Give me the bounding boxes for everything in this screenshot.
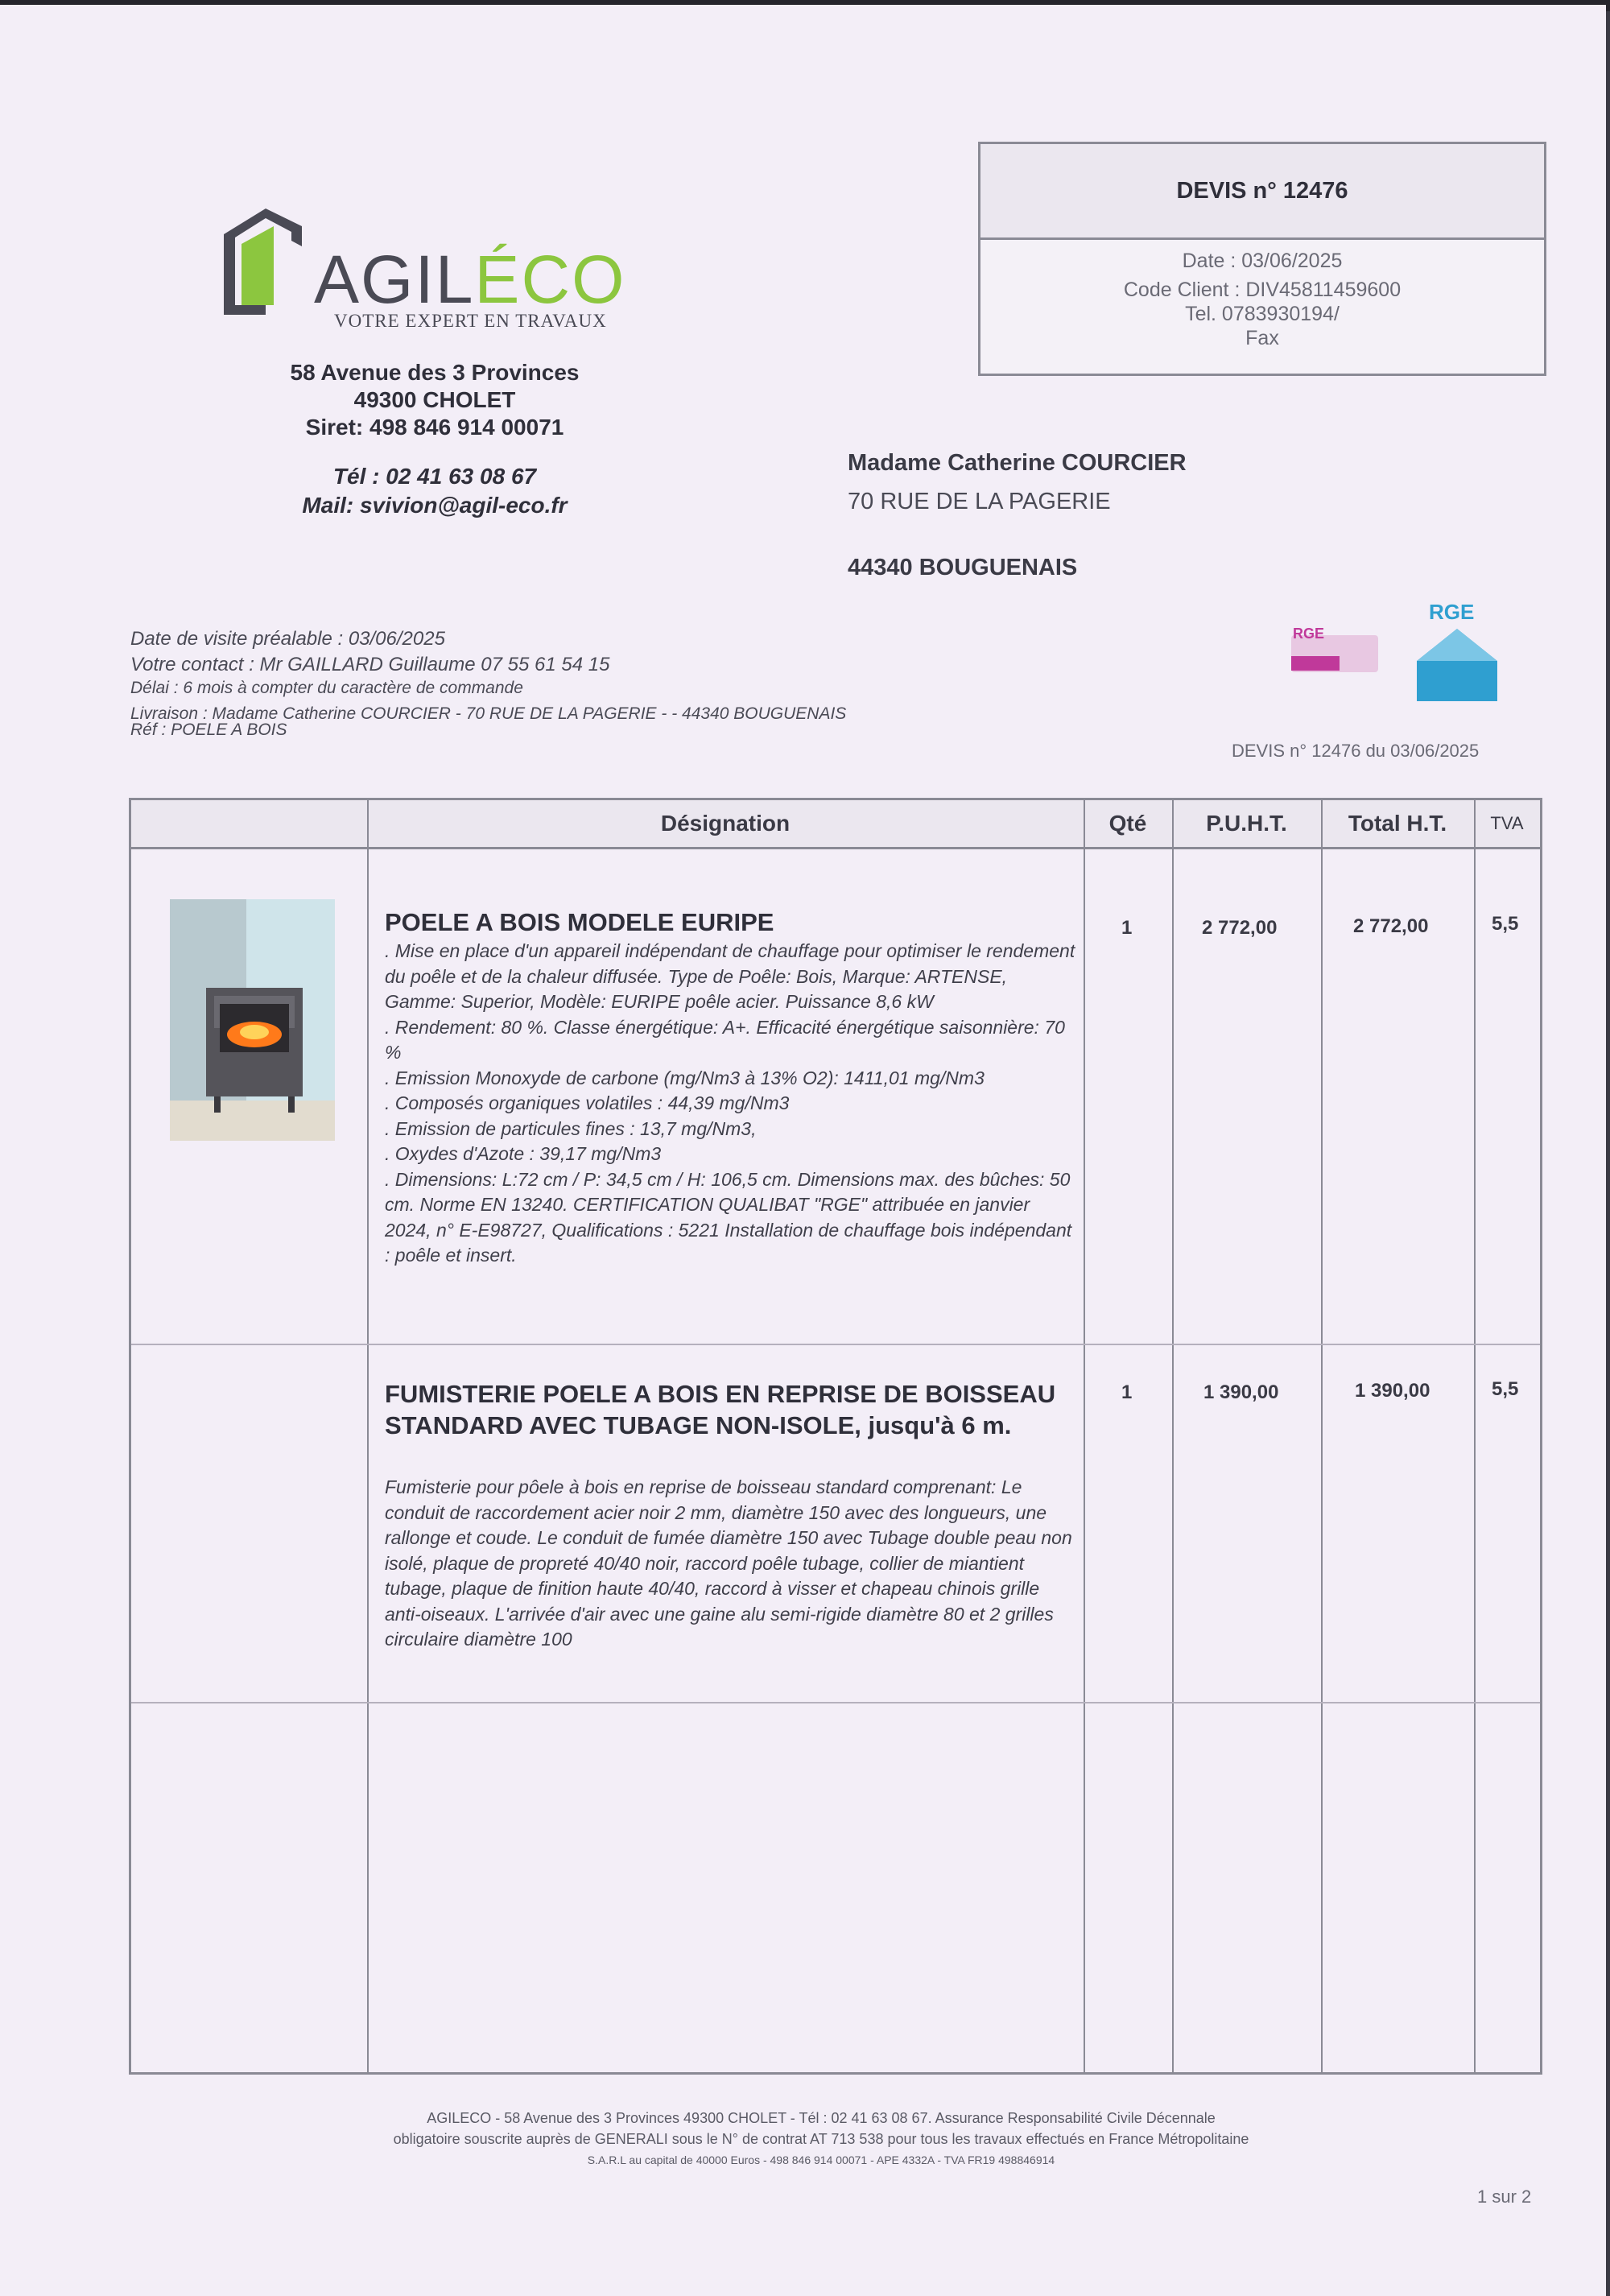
quote-info-box <box>978 142 1546 376</box>
client-street: 70 RUE DE LA PAGERIE <box>848 489 1111 514</box>
client-code: Code Client : DIV45811459600 <box>1123 279 1402 301</box>
item-2-total: 1 390,00 <box>1355 1380 1430 1402</box>
logo-tagline: VOTRE EXPERT EN TRAVAUX <box>334 311 607 331</box>
svg-text:RGE: RGE <box>1429 600 1475 624</box>
col-divider <box>1321 800 1323 2072</box>
header-total: Total H.T. <box>1348 811 1447 836</box>
client-address <box>848 444 1187 580</box>
visit-date: Date de visite préalable : 03/06/2025 <box>130 628 445 650</box>
item-1-total: 2 772,00 <box>1353 915 1429 937</box>
visit-info <box>130 626 846 741</box>
item-2-qty: 1 <box>1121 1381 1133 1403</box>
item-1-unit-price: 2 772,00 <box>1202 917 1278 939</box>
item-1-title: POELE A BOIS MODELE EURIPE <box>385 908 774 936</box>
company-logo <box>217 202 668 339</box>
legal-footer: AGILECO - 58 Avenue des 3 Provinces 49300 CHOLET - Tél : 02 41 63 08 67. Assurance Responsabilité Civile Décennale obligatoire souscrite auprès de GENERALI sous le N° de contrat AT 713 538 pour tous les travaux effectués en France Métropolitaine S.A.R.L au capital de 40000 Euros - 498 846 914 00071 - APE 4332A - TVA FR19 498846914 <box>393 2110 1249 2166</box>
house-logo-icon <box>217 202 314 323</box>
rge-badge-pink-icon <box>1288 621 1381 675</box>
quote-table <box>129 798 1542 2075</box>
item-1-tva: 5,5 <box>1492 913 1519 935</box>
client-city: 44340 BOUGUENAIS <box>848 555 1078 580</box>
page-number: 1 sur 2 <box>1477 2187 1532 2207</box>
logo-wordmark: AGILÉCO <box>314 242 626 317</box>
col-divider <box>1084 800 1085 2072</box>
header-designation: Désignation <box>660 811 791 836</box>
item-2-description: Fumisterie pour pôele à bois en reprise de boisseau standard comprenant: Le conduit de raccordement acier noir 2 mm, diamètre 150 avec des longueurs, une rallonge et coude. Le conduit de fumée diamètre 150 avec Tubage double peau non isolé, plaque de propreté 40/40 noir, raccord poêle tubage, collier de miantient tubage, plaque de finition haute 40/40, raccord à visser et chapeau chinois grille anti-oiseaux. L'arrivée d'air avec une gaine alu semi-rigide diamètre 80 et 2 grilles circulaire diamètre 100 <box>385 1476 1072 1650</box>
item-1-description: . Mise en place d'un appareil indépendant de chauffage pour optimiser le rendement du poêle et de la chaleur diffusée. Type de Poêle: Bois, Marque: ARTENSE, Gamme: Superior, Modèle: EURIPE poêle acier. Puissance 8,6 kW . Rendement: 80 %. Classe énergétique: A+. Efficacité énergétique saisonnière: 70 % . Emission Monoxyde de carbone (mg/Nm3 à 13% O2): 1411,01 mg/Nm3 . Composés organiques volatiles : 44,39 mg/Nm3 . Emission de particules fines : 13,7 mg/Nm3, . Oxydes d'Azote : 39,17 mg/Nm3 . Dimensions: L:72 cm / P: 34,5 cm / H: 106,5 cm. Dimensions max. des bûches: 50 cm. Norme EN 13240. CERTIFICATION QUALIBAT "RGE" attribuée en janvier 2024, n° E-E98727, Qualifications : 5221 Installation de chauffage bois indépendant : poêle et insert. <box>385 940 1075 1266</box>
client-name: Madame Catherine COURCIER <box>848 450 1187 476</box>
col-divider <box>367 800 369 2072</box>
col-divider <box>1172 800 1174 2072</box>
header-tva: TVA <box>1490 813 1524 833</box>
item-2-unit-price: 1 390,00 <box>1203 1381 1279 1403</box>
visit-contact: Votre contact : Mr GAILLARD Guillaume 07 55 61 54 15 <box>130 654 610 675</box>
quote-details <box>980 240 1544 350</box>
item-1-qty: 1 <box>1121 917 1133 939</box>
visit-delay: Délai : 6 mois à compter du caractère de commande <box>130 679 523 697</box>
quote-date: Date : 03/06/2025 <box>1182 250 1343 272</box>
svg-text:RGE: RGE <box>1293 626 1325 642</box>
header-qty: Qté <box>1108 811 1147 836</box>
company-contact: Tél : 02 41 63 08 67 Mail: svivion@agil-eco.fr <box>302 464 568 518</box>
devis-reference: DEVIS n° 12476 du 03/06/2025 <box>1232 741 1480 761</box>
company-address: 58 Avenue des 3 Provinces 49300 CHOLET Siret: 498 846 914 00071 <box>290 360 580 440</box>
visit-delivery: Livraison : Madame Catherine COURCIER - 70 RUE DE LA PAGERIE - - 44340 BOUGUENAIS <box>130 704 847 723</box>
col-divider <box>1474 800 1476 2072</box>
quote-title: DEVIS n° 12476 <box>980 144 1544 240</box>
row-divider <box>131 1702 1540 1703</box>
quote-document <box>0 5 1606 2296</box>
row-divider <box>131 1344 1540 1345</box>
rge-badge-qualibat-icon <box>1413 597 1501 705</box>
visit-ref: Réf : POELE A BOIS <box>130 721 287 739</box>
header-puht: P.U.H.T. <box>1206 811 1287 836</box>
item-2-title: FUMISTERIE POELE A BOIS EN REPRISE DE BOISSEAU STANDARD AVEC TUBAGE NON-ISOLE, jusqu'à 6 m. <box>385 1380 1056 1439</box>
client-fax: Fax <box>1245 327 1279 349</box>
stove-photo <box>170 899 335 1141</box>
client-tel: Tel. 0783930194/ <box>1185 303 1340 325</box>
item-2-tva: 5,5 <box>1492 1378 1519 1400</box>
